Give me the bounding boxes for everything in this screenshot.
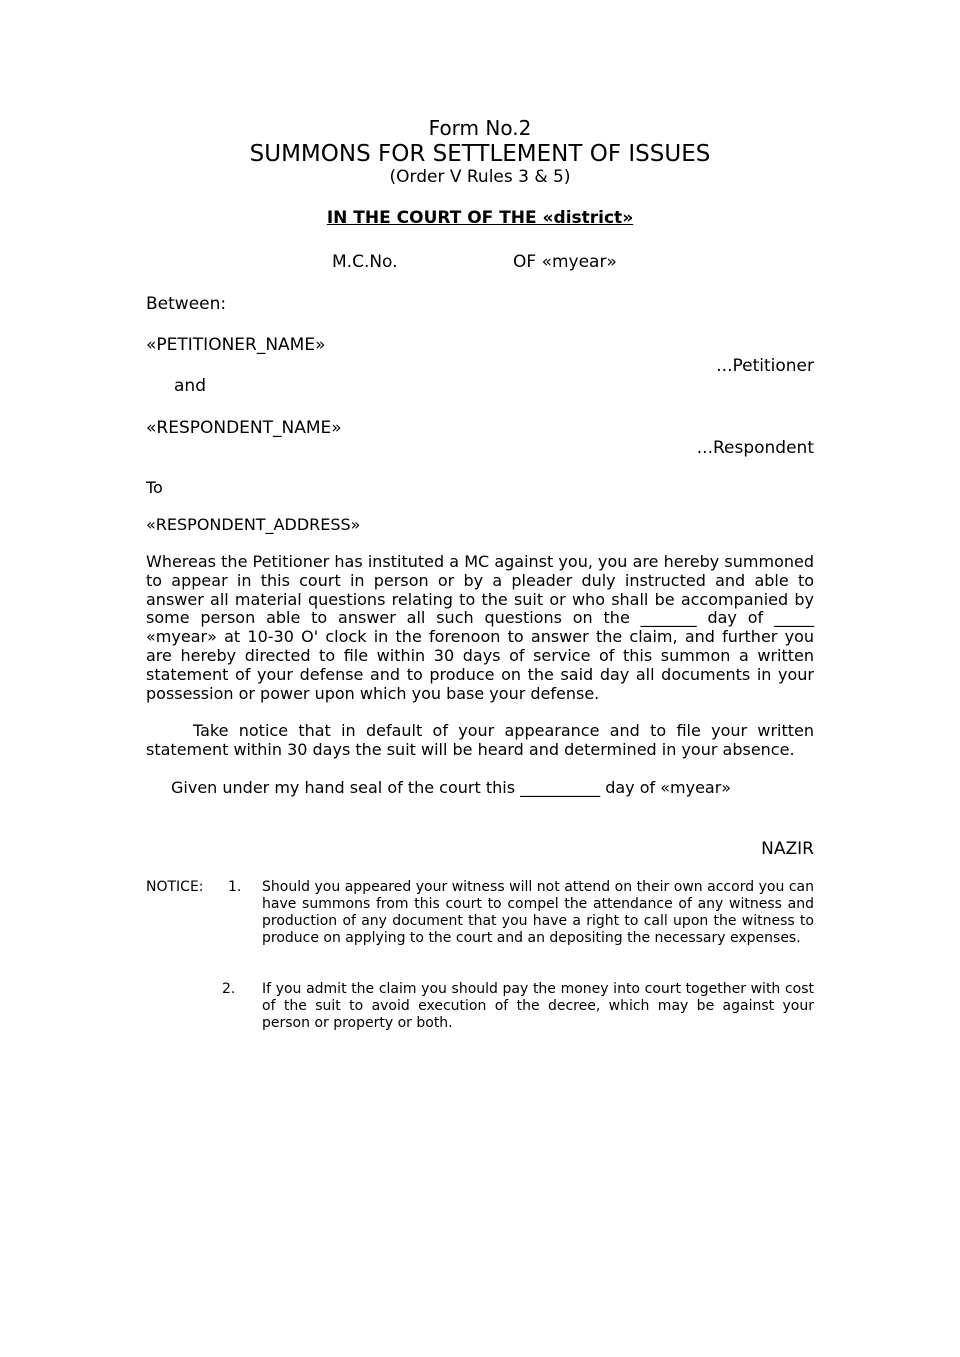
respondent-name: «RESPONDENT_NAME» bbox=[146, 418, 342, 438]
form-number: Form No.2 bbox=[428, 116, 532, 140]
notice-item-number: 2. bbox=[222, 981, 236, 997]
between-label: Between: bbox=[146, 294, 227, 314]
notice-item-text: Should you appeared your witness will not attend on their own accord you can have summons from this court to compel the attendance of any witness and production of any document that you have a right to call upon the witness to produce on applying to the court and an depositing the necessary expenses. bbox=[262, 879, 814, 946]
to-label: To bbox=[146, 478, 163, 497]
whereas-paragraph: Whereas the Petitioner has instituted a MC against you, you are hereby summoned to appear in this court in person or by a pleader duly instructed and able to answer all material questions relating to the suit or who shall be accompanied by some person able to answer all such questions on the _______ day of _____ «myear» at 10-30 O' clock in the forenoon to answer the claim, and further you are hereby directed to file within 30 days of service of this summon a written statement of your defense and to produce on the said day all documents in your possession or power upon which you base your defense. bbox=[146, 552, 814, 703]
notice-item-text: If you admit the claim you should pay the money into court together with cost of the suit to avoid execution of the decree, which may be against your person or property or both. bbox=[262, 981, 814, 1031]
and-label: and bbox=[174, 376, 206, 396]
notice-item-number: 1. bbox=[228, 879, 242, 895]
petitioner-role: ...Petitioner bbox=[716, 356, 814, 376]
case-year: OF «myear» bbox=[513, 252, 617, 272]
signature-nazir: NAZIR bbox=[761, 839, 814, 859]
notice-label: NOTICE: bbox=[146, 879, 204, 895]
given-under-line: Given under my hand seal of the court this __________ day of «myear» bbox=[171, 778, 732, 797]
respondent-address: «RESPONDENT_ADDRESS» bbox=[146, 515, 361, 534]
mc-number-label: M.C.No. bbox=[332, 252, 398, 272]
take-notice-paragraph: Take notice that in default of your appearance and to file your written statement within 30 days the suit will be heard and determined in your absence. bbox=[146, 721, 814, 759]
court-heading: IN THE COURT OF THE «district» bbox=[326, 208, 634, 228]
document-title: SUMMONS FOR SETTLEMENT OF ISSUES bbox=[249, 141, 711, 167]
petitioner-name: «PETITIONER_NAME» bbox=[146, 335, 326, 355]
order-reference: (Order V Rules 3 & 5) bbox=[389, 167, 571, 187]
respondent-role: ...Respondent bbox=[696, 438, 814, 458]
